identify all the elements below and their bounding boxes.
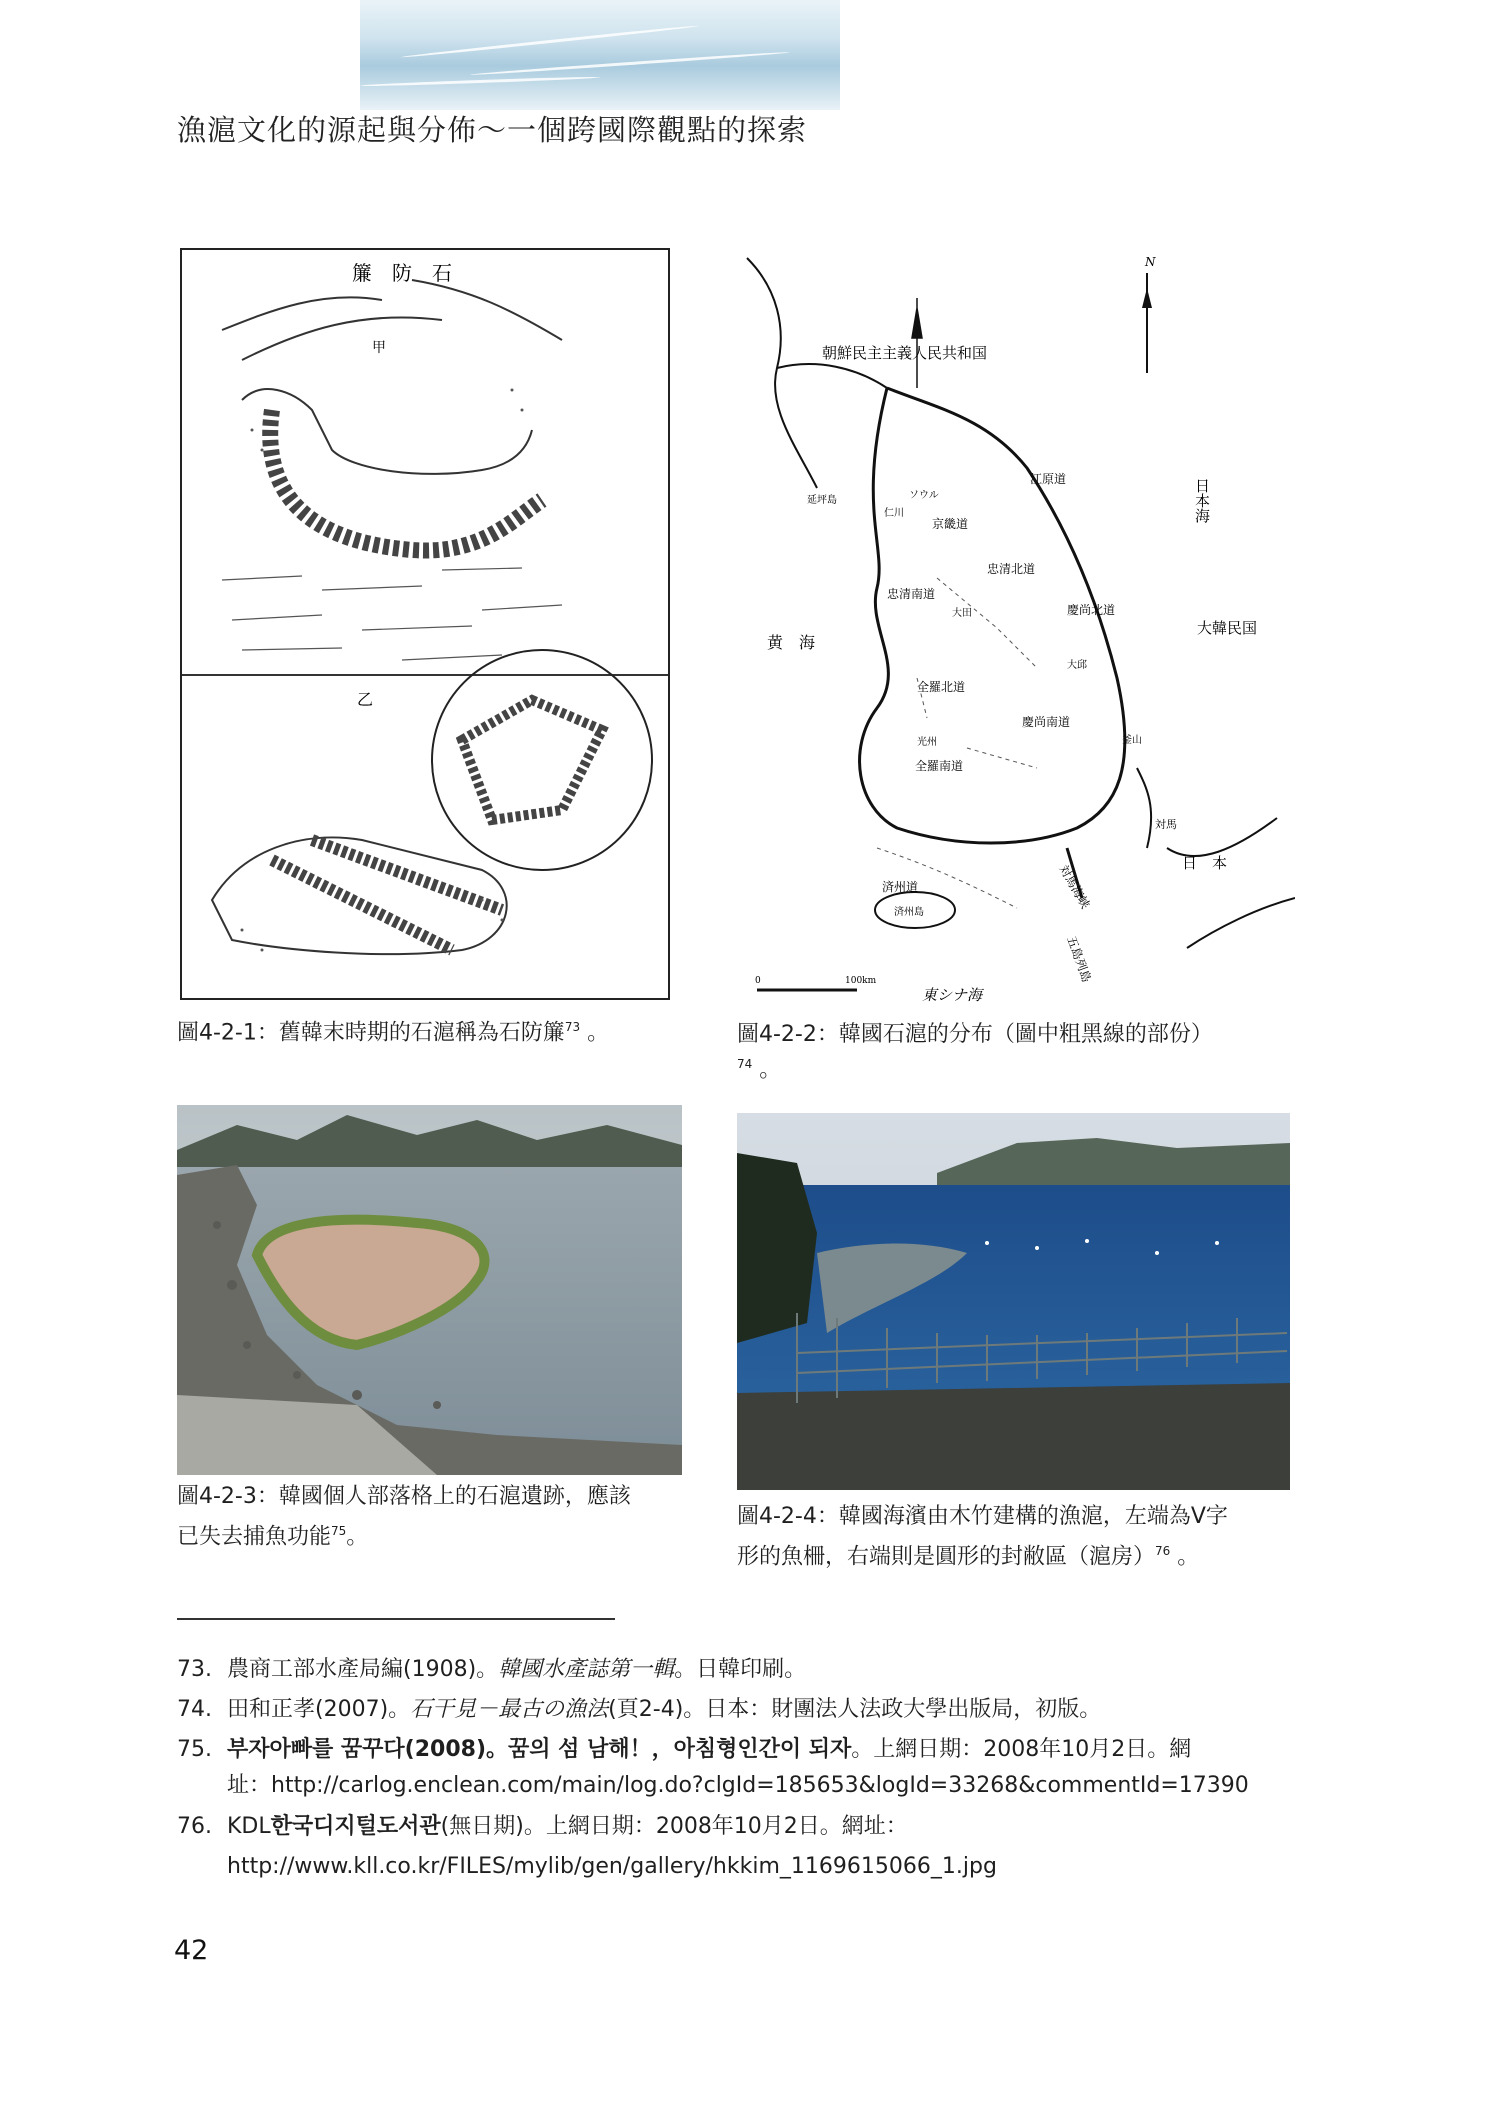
footnote-76-url[interactable]: http://www.kll.co.kr/FILES/mylib/gen/gallery/hkkim_1169615066_1.jpg (227, 1854, 997, 1879)
figure-stone-weir-drawing (180, 248, 670, 1000)
figure-caption-4-2-1: 圖4-2-1：舊韓末時期的石滬稱為石防簾$^{73}$ 。 (177, 1020, 610, 1046)
map-label-gyeongnam: 慶尚南道 (1022, 715, 1071, 729)
map-label-chungbuk: 忠清北道 (987, 562, 1036, 576)
map-label-gangwon: 江原道 (1030, 472, 1067, 486)
map-scale-max: 100km (845, 976, 877, 986)
map-label-daejeon: 大田 (952, 608, 972, 619)
map-label-east-china-sea: 東シナ海 (922, 986, 983, 1004)
photo-bamboo-fish-weir (737, 1113, 1290, 1490)
map-label-jeonnam: 全羅南道 (915, 759, 964, 773)
footnote-76: 76. KDL한국디지털도서관(無日期)。上網日期：2008年10月2日。網址： (177, 1814, 908, 1839)
map-label-chungnam: 忠清南道 (887, 587, 936, 601)
map-label-seoul: ソウル (909, 490, 939, 501)
footnote-ref-75: 75 (331, 1524, 347, 1538)
map-label-incheon: 仁川 (884, 508, 904, 519)
footnote-ref-73: 73 (564, 1020, 581, 1034)
footnote-ref-76: 76 (1155, 1544, 1171, 1558)
photo-stone-weir-remains (177, 1105, 682, 1475)
map-north-label: N (1145, 255, 1156, 269)
map-label-daegu: 大邱 (1067, 660, 1087, 671)
map-label-tsushima-strait: 対馬海峡 (1056, 862, 1093, 912)
map-label-japan: 日 本 (1182, 854, 1228, 872)
map-label-dprk: 朝鮮民主主義人民共和国 (822, 344, 988, 362)
map-label-goto: 五島列島 (1064, 934, 1094, 985)
map-label-japan-sea: 日本海 (1193, 478, 1211, 523)
map-label-busan: 釜山 (1122, 735, 1142, 746)
map-label-rok: 大韓民国 (1197, 619, 1258, 637)
map-label-gyeongbuk: 慶尚北道 (1067, 603, 1116, 617)
map-label-tsushima: 対馬 (1155, 818, 1177, 831)
footnote-75: 75. 부자아빠를 꿈꾸다(2008)。꿈의 섬 남해！，아침형인간이 되자。上網日期：2008年10月2日。網 (177, 1737, 1192, 1762)
figure-korea-map (737, 248, 1295, 1018)
footnote-74: 74. 田和正孝(2007)。石干見－最古の漁法(頁2-4)。日本：財團法人法政大學出版局，初版。 (177, 1697, 1102, 1722)
page-number: 42 (174, 1935, 209, 1966)
figure-caption-4-2-3: 圖4-2-3：韓國個人部落格上的石滬遺跡，應該 已失去捕魚功能$^{75}$。 (177, 1484, 631, 1550)
map-label-gwangju: 光州 (917, 737, 937, 748)
map-label-jeju-do: 済州道 (882, 880, 919, 894)
header-banner (360, 0, 840, 110)
drawing-label-top: 簾 防 石 (352, 261, 452, 285)
drawing-label-a: 甲 (372, 340, 386, 356)
map-label-jeju-island: 済州島 (894, 907, 924, 918)
figure-caption-4-2-2: 圖4-2-2：韓國石滬的分布（圖中粗黑線的部份） $^{74}$ 。 (737, 1022, 1213, 1083)
map-label-jeonbuk: 全羅北道 (917, 680, 966, 694)
drawing-label-b: 乙 (357, 690, 374, 709)
footnote-73: 73. 農商工部水產局編(1908)。韓國水產誌第一輯。日韓印刷。 (177, 1657, 807, 1682)
map-label-gyeonggi: 京畿道 (932, 517, 969, 531)
figure-caption-4-2-4: 圖4-2-4：韓國海濱由木竹建構的漁滬，左端為V字 形的魚柵，右端則是圓形的封敝區（滬房）$^{76}$ 。 (737, 1504, 1228, 1570)
running-header-title: 漁滬文化的源起與分佈～一個跨國際觀點的探索 (177, 113, 808, 147)
footnote-ref-74: 74 (737, 1057, 753, 1071)
map-label-yeonpyeong: 延坪島 (807, 495, 837, 506)
map-label-yellow-sea: 黄 海 (767, 633, 816, 652)
footnote-divider (177, 1618, 615, 1620)
map-scale-zero: 0 (755, 976, 761, 986)
footnote-75-url[interactable]: 址：http://carlog.enclean.com/main/log.do?clgId=185653&logId=33268&commentId=17390 (227, 1773, 1249, 1798)
